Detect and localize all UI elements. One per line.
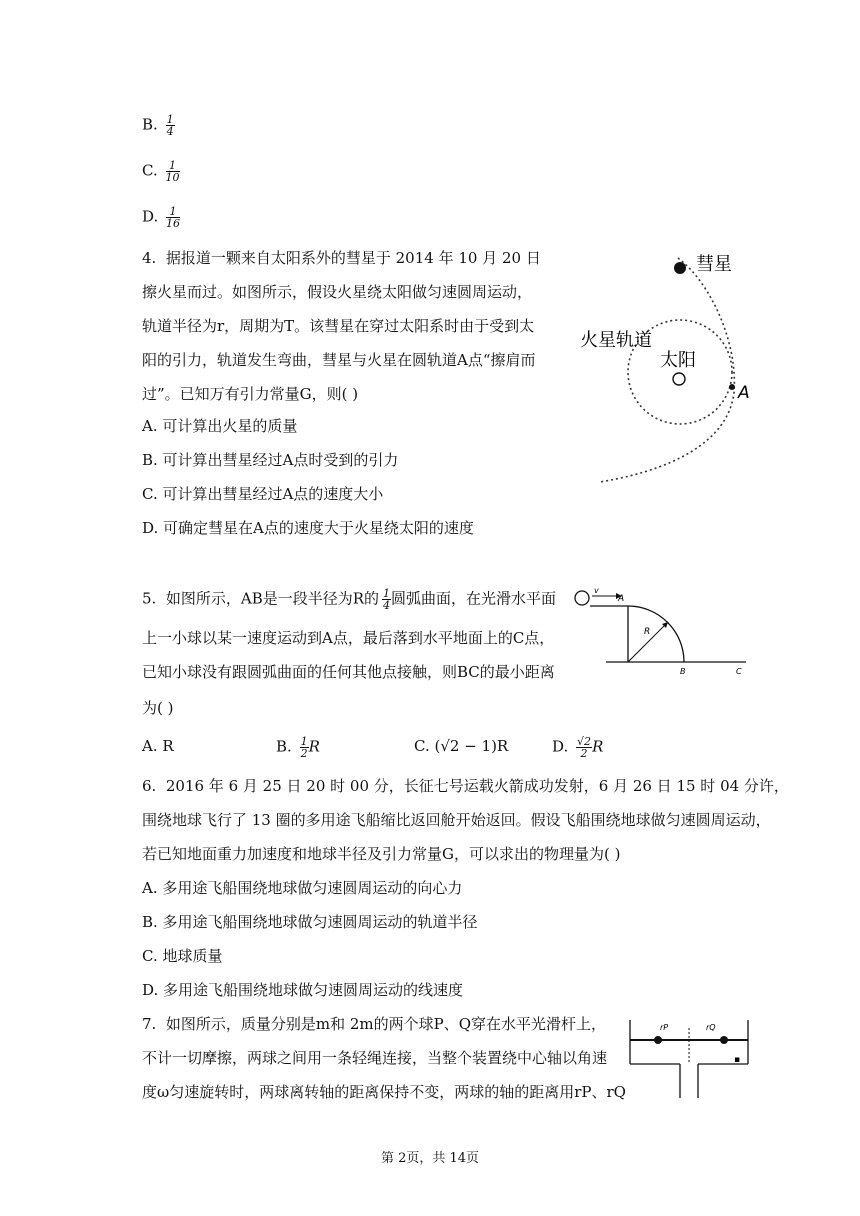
comet-dot: [674, 262, 686, 274]
point-a-label: A: [738, 383, 750, 403]
q7-line-3: 度ω匀速旋转时，两球离转轴的距离保持不变，两球的轴的距离用rP、rQ: [142, 1083, 626, 1101]
rotating-rod-figure: [626, 1014, 752, 1100]
c-label: C: [736, 667, 742, 676]
q4-line-5: 过”。已知万有引力常量G，则( ): [142, 385, 359, 403]
sun-label: 太阳: [660, 350, 696, 371]
comet-orbit-figure: [550, 242, 760, 487]
ball-icon: [575, 591, 589, 605]
q5-line-4: 为( ): [142, 699, 174, 717]
rq-label: rQ: [706, 1023, 716, 1032]
a-label: A: [618, 594, 625, 604]
q6-line-1: 6. 2016 年 6 月 25 日 20 时 00 分，长征七号运载火箭成功发射，6 月 26 日 15 时 04 分许，: [142, 777, 789, 795]
q6-option-c: C. 地球质量: [142, 947, 223, 965]
q6-option-a: A. 多用途飞船围绕地球做匀速圆周运动的向心力: [142, 879, 463, 897]
rp-label: rP: [660, 1023, 669, 1032]
q6-option-d: D. 多用途飞船围绕地球做匀速圆周运动的线速度: [142, 981, 464, 999]
q6-line-2: 围绕地球飞行了 13 圈的多用途飞船缩比返回舱开始返回。假设飞船围绕地球做匀速圆周运动，: [142, 811, 771, 829]
q5-option-b: B. $\frac{1}{2}$ R: [276, 735, 320, 760]
q4-option-b: B. 可计算出彗星经过A点时受到的引力: [142, 451, 399, 469]
q5-option-d: D. $\frac{√2}{2}$ R: [552, 735, 604, 760]
q7-line-2: 不计一切摩擦，两球之间用一条轻绳连接，当整个装置绕中心轴以角速: [142, 1049, 608, 1067]
ball-p: [654, 1036, 662, 1044]
q4-line-3: 轨道半径为r，周期为T。该彗星在穿过太阳系时由于受到太: [142, 317, 535, 335]
ball-q: [720, 1036, 728, 1044]
q4-line-4: 阳的引力，轨道发生弯曲，彗星与火星在圆轨道A点“擦肩而: [142, 351, 536, 369]
comet-label: 彗星: [696, 254, 732, 275]
q4-option-d: D. 可确定彗星在A点的速度大于火星绕太阳的速度: [142, 519, 474, 537]
q6-option-b: B. 多用途飞船围绕地球做匀速圆周运动的轨道半径: [142, 913, 478, 931]
r-label: R: [644, 627, 651, 637]
q5-line-2: 上一小球以某一速度运动到A点，最后落到水平地面上的C点，: [142, 629, 555, 647]
q3-option-b: B. $\frac{1}{4}$: [142, 113, 174, 138]
q4-option-a: A. 可计算出火星的质量: [142, 417, 298, 435]
b-label: B: [680, 667, 686, 676]
q4-option-c: C. 可计算出彗星经过A点的速度大小: [142, 485, 384, 503]
q4-line-1: 4. 据报道一颗来自太阳系外的彗星于 2014 年 10 月 20 日: [142, 249, 541, 267]
sun-circle: [673, 373, 685, 385]
page-footer: 第 2页，共 14页: [380, 1151, 480, 1166]
q3-option-c: C. $\frac{1}{10}$: [142, 159, 180, 184]
q7-line-1: 7. 如图所示，质量分别是m和 2m的两个球P、Q穿在水平光滑杆上，: [142, 1015, 607, 1033]
q6-line-3: 若已知地面重力加速度和地球半径及引力常量G，可以求出的物理量为( ): [142, 845, 621, 863]
q4-line-2: 擦火星而过。如图所示，假设火星绕太阳做匀速圆周运动，: [142, 283, 533, 301]
q5-option-a: A. R: [142, 737, 174, 755]
q5-option-c: C. (√2 − 1)R: [414, 737, 509, 755]
q5-line-1: 5. 如图所示，AB是一段半径为R的 $\frac{1}{4}$ 圆弧曲面，在光滑水平面: [142, 587, 557, 612]
arc-surface-figure: [570, 588, 750, 680]
q3-option-d: D. $\frac{1}{16}$: [142, 205, 181, 230]
frame-mark: ▪: [734, 1055, 741, 1065]
point-a-dot: [729, 384, 735, 390]
v-label: v: [594, 588, 599, 595]
mars-orbit-label: 火星轨道: [580, 330, 652, 351]
q5-line-3: 已知小球没有跟圆弧曲面的任何其他点接触，则BC的最小距离: [142, 663, 555, 681]
